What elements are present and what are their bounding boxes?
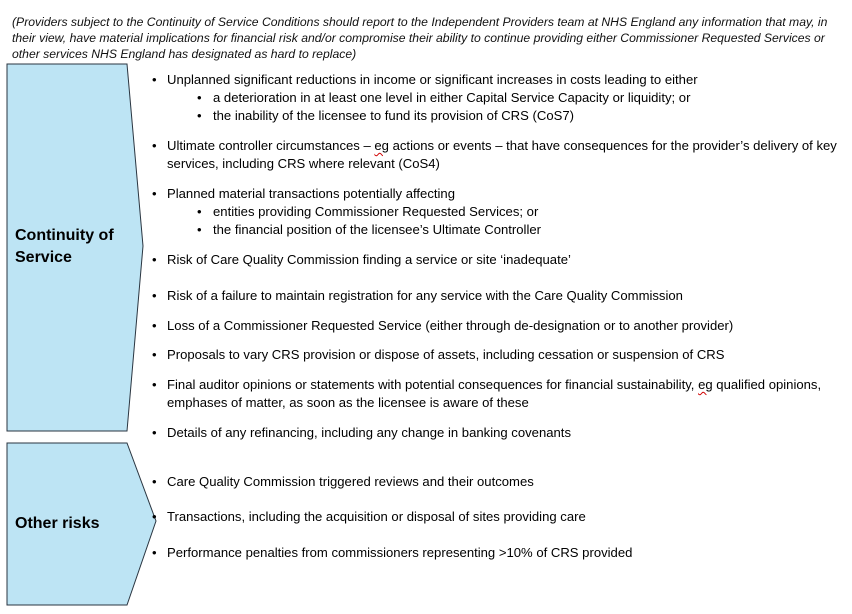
sub-list-item: [197, 107, 837, 125]
bullet-icon: •: [152, 347, 157, 362]
bullet-icon: •: [152, 72, 157, 87]
bullet-icon: •: [152, 138, 157, 153]
item-text: Loss of a Commissioner Requested Service (either through de-designation or to another provider): [167, 318, 734, 333]
item-text: a deterioration in at least one level in either Capital Service Capacity or liquidity; or: [213, 90, 691, 105]
item-text-part: Ultimate controller circumstances –: [167, 138, 375, 153]
bullet-icon: •: [152, 288, 157, 303]
bullet-icon: •: [152, 252, 157, 267]
list-item: [152, 185, 842, 203]
list-item: [152, 544, 842, 562]
list-item: [152, 317, 842, 335]
item-text: Planned material transactions potentially affecting: [167, 186, 455, 201]
list-item: [152, 71, 842, 89]
bullet-icon: •: [197, 204, 202, 219]
bullet-icon: •: [152, 318, 157, 333]
item-text: Transactions, including the acquisition or disposal of sites providing care: [167, 509, 586, 524]
list-item: [152, 424, 842, 442]
continuity-label-line2: Service: [15, 249, 72, 266]
item-text-part: qualified opinions, emphases of matter, as soon as the licensee is aware of these: [167, 377, 822, 410]
other-risks-label: Other risks: [15, 515, 100, 532]
sub-list-item: [197, 221, 837, 239]
continuity-label: [15, 225, 114, 269]
item-text-part: Final auditor opinions or statements with potential consequences for financial sustainability,: [167, 377, 699, 392]
bullet-icon: •: [152, 545, 157, 560]
item-text: [167, 137, 842, 173]
item-text: Proposals to vary CRS provision or dispose of assets, including cessation or suspension of CRS: [167, 347, 725, 362]
list-item: [152, 251, 842, 269]
spellcheck-word: eg: [698, 377, 713, 392]
bullet-icon: •: [152, 474, 157, 489]
bullet-icon: •: [152, 509, 157, 524]
list-item: [152, 508, 842, 526]
bullet-icon: •: [152, 377, 157, 392]
bullet-icon: •: [152, 186, 157, 201]
list-item: [152, 137, 842, 173]
item-text: Risk of a failure to maintain registration for any service with the Care Quality Commission: [167, 288, 683, 303]
sub-list-item: [197, 203, 837, 221]
item-text-part: actions or events – that have consequences for the provider’s delivery of key services, including CRS where relevant (CoS4): [167, 138, 837, 171]
list-item: [152, 473, 842, 491]
bullet-icon: •: [197, 108, 202, 123]
item-text: the inability of the licensee to fund its provision of CRS (CoS7): [213, 108, 574, 123]
list-item: [152, 376, 842, 412]
bullet-icon: •: [197, 222, 202, 237]
item-text: the financial position of the licensee’s Ultimate Controller: [213, 222, 542, 237]
intro-note: (Providers subject to the Continuity of Service Conditions should report to the Independent Providers team at NHS England any information that may, in their view, have material implications for financial risk and/or compromise their ability to continue providing either Commissioner Requested Services or other services NHS England has designated as hard to replace): [12, 15, 828, 61]
item-text: Performance penalties from commissioners representing >10% of CRS provided: [167, 545, 633, 560]
list-item: [152, 346, 842, 364]
spellcheck-word: eg: [374, 138, 389, 153]
continuity-label-line1: Continuity of: [15, 227, 114, 244]
list-item: [152, 287, 842, 305]
item-text: [167, 376, 842, 412]
item-text: Details of any refinancing, including any change in banking covenants: [167, 425, 571, 440]
bullet-icon: •: [197, 90, 202, 105]
item-text: entities providing Commissioner Requested Services; or: [213, 204, 539, 219]
item-text: Care Quality Commission triggered reviews and their outcomes: [167, 474, 534, 489]
item-text: Risk of Care Quality Commission finding a service or site ‘inadequate’: [167, 252, 571, 267]
bullet-icon: •: [152, 425, 157, 440]
item-text: Unplanned significant reductions in income or significant increases in costs leading to either: [167, 72, 698, 87]
sub-list-item: [197, 89, 837, 107]
